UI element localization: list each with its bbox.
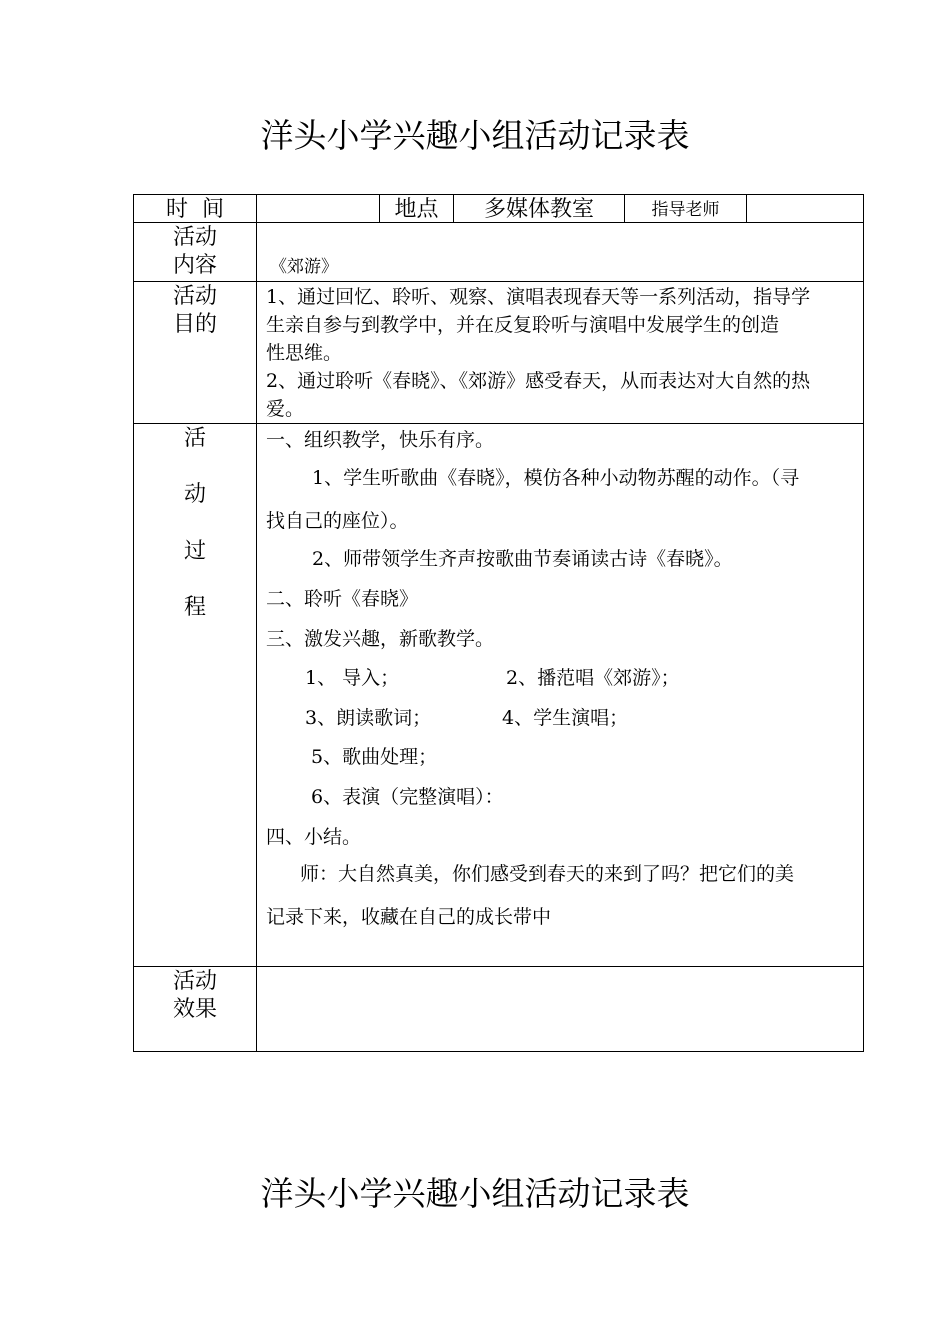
- header-divider: [746, 194, 747, 222]
- process-label-char: 程: [183, 595, 206, 620]
- process-line: 6、表演（完整演唱）：: [311, 786, 504, 808]
- process-line: 5、歌曲处理；: [311, 746, 438, 768]
- process-line: 一、组织教学，快乐有序。: [266, 429, 495, 451]
- process-line: 三、激发兴趣，新歌教学。: [266, 628, 495, 650]
- purpose-label-line1: 活动: [172, 284, 217, 309]
- process-line: 师：大自然真美，你们感受到春天的来到了吗？把它们的美: [300, 863, 795, 885]
- content-label-line2: 内容: [172, 253, 217, 278]
- page-title-repeat: 洋头小学兴趣小组活动记录表: [260, 1174, 690, 1213]
- place-value: 多媒体教室: [483, 197, 594, 222]
- process-label-char: 过: [183, 539, 206, 564]
- purpose-line: 爱。: [266, 398, 305, 420]
- process-line: 1、学生听歌曲《春晓》，模仿各种小动物苏醒的动作。（寻: [312, 467, 800, 489]
- purpose-label-line2: 目的: [172, 312, 217, 337]
- process-line: 3、朗读歌词；: [305, 707, 432, 729]
- teacher-label: 指导老师: [651, 200, 720, 220]
- content-label-line1: 活动: [172, 225, 217, 250]
- table-border-top: [133, 194, 864, 195]
- process-line: 4、学生演唱；: [502, 707, 629, 729]
- page-title: 洋头小学兴趣小组活动记录表: [260, 116, 690, 155]
- content-label: [134, 224, 256, 280]
- process-line: 找自己的座位）。: [266, 510, 409, 532]
- process-line: 四、小结。: [266, 826, 362, 848]
- place-label: 地点: [394, 197, 439, 222]
- column-divider: [256, 194, 257, 1052]
- content-value: 《郊游》: [270, 257, 338, 277]
- purpose-line: 生亲自参与到教学中，并在反复聆听与演唱中发展学生的创造: [266, 314, 780, 336]
- process-label-char: 动: [183, 482, 206, 507]
- process-line: 记录下来，收藏在自己的成长带中: [266, 906, 552, 928]
- effect-label: [134, 968, 256, 1024]
- purpose-label: [134, 283, 256, 339]
- table-border-right: [863, 194, 864, 1052]
- row-divider: [133, 966, 864, 967]
- process-label-char: 活: [183, 426, 206, 451]
- effect-label-line1: 活动: [172, 969, 217, 994]
- process-line: 2、播范唱《郊游》；: [506, 667, 680, 689]
- row-divider: [133, 423, 864, 424]
- time-label: 时 间: [166, 197, 224, 222]
- process-line: 1、 导入；: [305, 667, 400, 689]
- effect-label-line2: 效果: [172, 997, 217, 1022]
- purpose-line: 1、通过回忆、聆听、观察、演唱表现春天等一系列活动，指导学: [266, 286, 811, 308]
- table-border-bottom: [133, 1051, 864, 1052]
- process-line: 2、师带领学生齐声按歌曲节奏诵读古诗《春晓》。: [312, 548, 733, 570]
- purpose-line: 2、通过聆听《春晓》、《郊游》感受春天，从而表达对大自然的热: [266, 370, 811, 392]
- process-line: 二、聆听《春晓》: [266, 588, 419, 610]
- row-divider: [133, 281, 864, 282]
- purpose-line: 性思维。: [266, 342, 343, 364]
